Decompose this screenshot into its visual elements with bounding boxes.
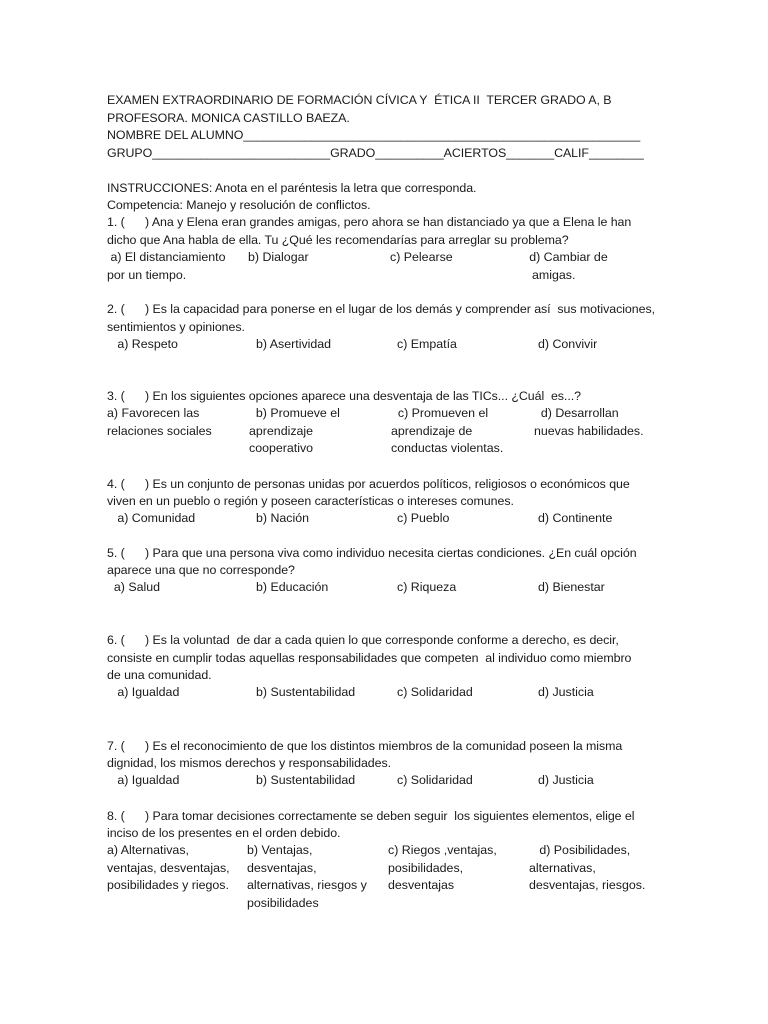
option-d: d) Justicia bbox=[538, 685, 594, 699]
option-c: c) Pelearse bbox=[390, 250, 453, 264]
instructions: INSTRUCCIONES: Anota en el paréntesis la letra que corresponda. bbox=[107, 181, 477, 195]
question-text: de una comunidad. bbox=[107, 668, 212, 682]
student-name-row bbox=[107, 127, 640, 145]
option-a: a) Igualdad bbox=[107, 685, 180, 699]
option-a: a) Alternativas, ventajas, desventajas, posibilidades y riegos. bbox=[107, 843, 230, 892]
option-a: a) El distanciamiento por un tiempo. bbox=[107, 250, 226, 282]
question-text: 3. ( ) En los siguientes opciones aparece una desventaja de las TICs... ¿Cuál es...? bbox=[107, 389, 581, 403]
teacher-name: PROFESORA. MONICA CASTILLO BAEZA. bbox=[107, 111, 350, 125]
option-a: a) Favorecen las relaciones sociales bbox=[107, 406, 212, 438]
option-c: c) Empatía bbox=[397, 337, 457, 351]
grade-label: GRADO bbox=[330, 146, 376, 160]
option-d: d) Desarrollan nuevas habilidades. bbox=[534, 406, 644, 438]
option-b: b) Dialogar bbox=[248, 250, 309, 264]
option-d: d) Posibilidades, alternativas, desventajas, riesgos. bbox=[529, 843, 646, 892]
question-text: 1. ( ) Ana y Elena eran grandes amigas, pero ahora se han distanciado ya que a Elena le han bbox=[107, 215, 632, 229]
option-a: a) Igualdad bbox=[107, 773, 180, 787]
option-b: b) Asertividad bbox=[256, 337, 332, 351]
group-label: GRUPO bbox=[107, 146, 153, 160]
option-a: a) Comunidad bbox=[107, 511, 196, 525]
question-text: consiste en cumplir todas aquellas responsabilidades que competen al individuo como miembro bbox=[107, 651, 632, 665]
question-text: 5. ( ) Para que una persona viva como individuo necesita ciertas condiciones. ¿En cuál opción bbox=[107, 546, 637, 560]
option-d: d) Cambiar de amigas. bbox=[512, 250, 608, 282]
option-c: c) Solidaridad bbox=[397, 685, 473, 699]
competency: Competencia: Manejo y resolución de conflictos. bbox=[107, 198, 371, 212]
exam-title: EXAMEN EXTRAORDINARIO DE FORMACIÓN CÍVICA Y ÉTICA II TERCER GRADO A, B bbox=[107, 93, 612, 107]
info-row bbox=[107, 145, 644, 163]
group-blank[interactable]: __________________________ bbox=[152, 146, 331, 160]
student-name-blank[interactable]: __________________________________________________________ bbox=[243, 128, 641, 142]
option-c: c) Solidaridad bbox=[397, 773, 473, 787]
option-b: b) Sustentabilidad bbox=[256, 773, 356, 787]
question-text: 8. ( ) Para tomar decisiones correctamente se deben seguir los siguientes elementos, elige el bbox=[107, 809, 635, 823]
question-text: 4. ( ) Es un conjunto de personas unidas por acuerdos políticos, religiosos o económicos que bbox=[107, 477, 630, 491]
grade-blank[interactable]: __________ bbox=[375, 146, 444, 160]
option-c: c) Pueblo bbox=[397, 511, 450, 525]
question-text: aparece una que no corresponde? bbox=[107, 563, 295, 577]
option-d: d) Bienestar bbox=[538, 580, 605, 594]
option-a: a) Respeto bbox=[107, 337, 178, 351]
question-text: sentimientos y opiniones. bbox=[107, 320, 245, 334]
correct-label: ACIERTOS bbox=[443, 146, 507, 160]
score-blank[interactable]: ________ bbox=[588, 146, 644, 160]
option-b: b) Ventajas, desventajas, alternativas, riesgos y posibilidades bbox=[247, 843, 367, 910]
option-b: b) Sustentabilidad bbox=[256, 685, 356, 699]
option-b: b) Educación bbox=[256, 580, 329, 594]
option-b: b) Nación bbox=[256, 511, 310, 525]
option-b: b) Promueve el aprendizaje cooperativo bbox=[249, 406, 340, 455]
option-c: c) Riqueza bbox=[397, 580, 457, 594]
option-c: c) Riegos ,ventajas, posibilidades, desventajas bbox=[388, 843, 497, 892]
question-text: dignidad, los mismos derechos y responsabilidades. bbox=[107, 756, 392, 770]
option-c: c) Promueven el aprendizaje de conductas violentas. bbox=[391, 406, 504, 455]
student-name-label: NOMBRE DEL ALUMNO bbox=[107, 128, 244, 142]
option-a: a) Salud bbox=[107, 580, 161, 594]
question-text: 7. ( ) Es el reconocimiento de que los distintos miembros de la comunidad poseen la misma bbox=[107, 739, 623, 753]
question-text: 2. ( ) Es la capacidad para ponerse en el lugar de los demás y comprender así sus motivaciones, bbox=[107, 302, 655, 316]
question-text: 6. ( ) Es la voluntad de dar a cada quien lo que corresponde conforme a derecho, es decir, bbox=[107, 633, 619, 647]
question-text: viven en un pueblo o región y poseen características o intereses comunes. bbox=[107, 494, 514, 508]
option-d: d) Convivir bbox=[538, 337, 598, 351]
option-d: d) Justicia bbox=[538, 773, 594, 787]
score-label: CALIF bbox=[554, 146, 589, 160]
question-text: dicho que Ana habla de ella. Tu ¿Qué les recomendarías para arreglar su problema? bbox=[107, 233, 569, 247]
question-text: inciso de los presentes en el orden debido. bbox=[107, 826, 341, 840]
option-d: d) Continente bbox=[538, 511, 613, 525]
correct-blank[interactable]: _______ bbox=[506, 146, 555, 160]
